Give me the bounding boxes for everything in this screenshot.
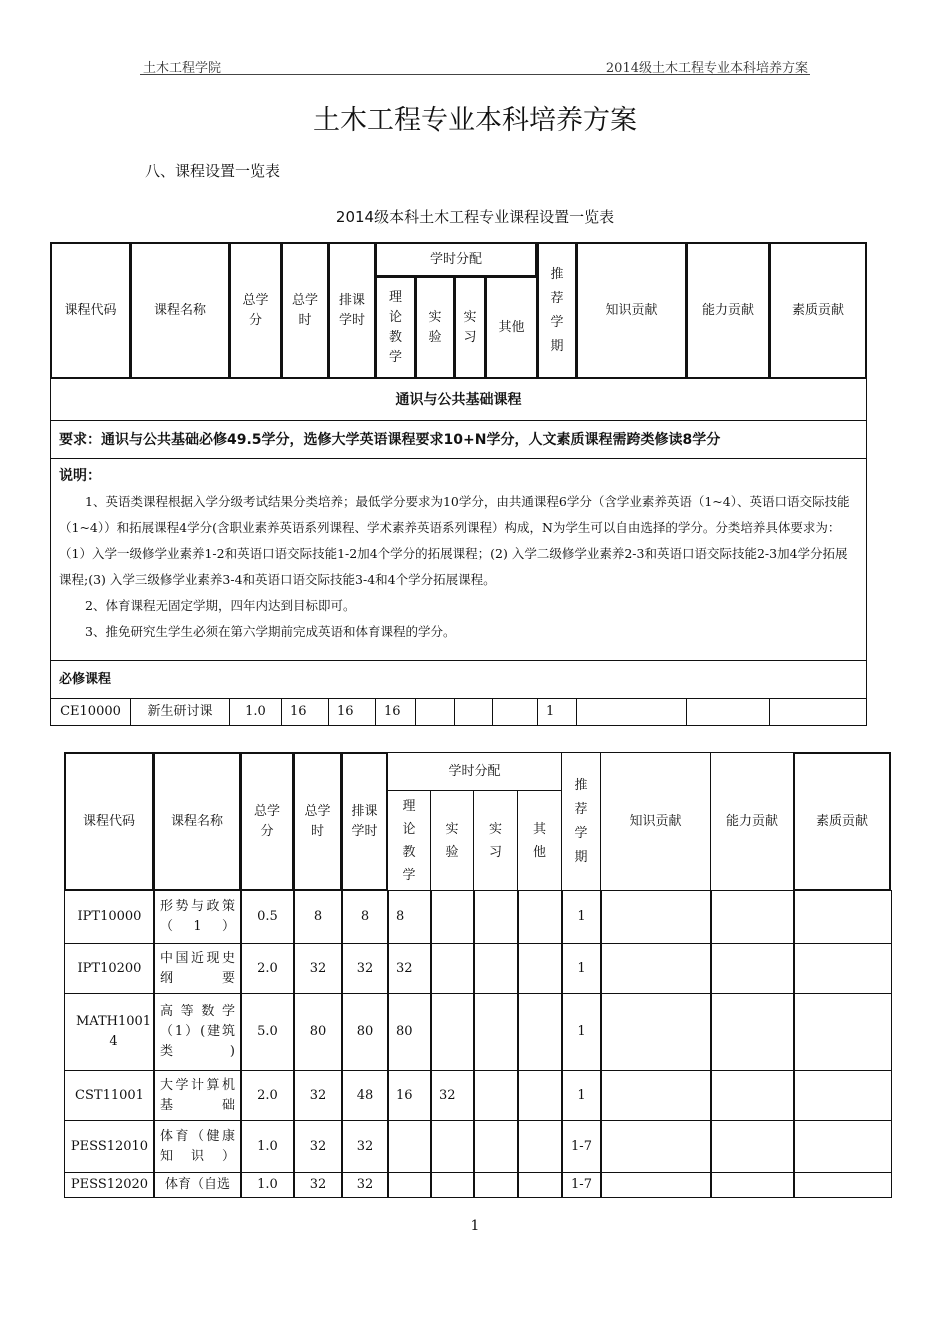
cell-quality: [793, 1070, 892, 1121]
col-header-scheduled-text: 排课学时: [338, 292, 365, 328]
col-header-code: 课程代码: [64, 752, 154, 891]
cell-lab: [430, 1172, 475, 1198]
cell-practice: [473, 993, 519, 1071]
col-header-lab-text: 实验: [428, 309, 442, 345]
cell-credits: 1.0: [240, 1120, 295, 1173]
cell-ability: [710, 1070, 795, 1121]
cell-name: 体育（健康知识）: [153, 1120, 242, 1173]
col-header-scheduled-text: 排课学时: [351, 803, 378, 839]
col-header-knowledge: 知识贡献: [600, 752, 711, 891]
cell-quality: [793, 993, 892, 1071]
cell-other: [517, 993, 563, 1071]
cell-lab: 32: [430, 1070, 475, 1121]
cell-other: [517, 1070, 563, 1121]
col-header-theory: [375, 276, 416, 379]
col-header-quality: 素质贡献: [793, 752, 891, 891]
col-header-theory-text: 理论教学: [402, 798, 416, 883]
cell-theory: 80: [387, 993, 432, 1071]
col-header-distribution: 学时分配: [387, 752, 562, 791]
col-header-practice: [473, 790, 518, 891]
cell-lab: [430, 943, 475, 994]
cell-semester: 1: [537, 698, 577, 726]
col-header-hours-text: 总学时: [304, 803, 331, 839]
cell-lab: [430, 890, 475, 944]
col-header-semester: [561, 752, 601, 891]
cell-theory: 8: [387, 890, 432, 944]
cell-quality: [793, 1172, 892, 1198]
cell-practice: [454, 698, 493, 726]
page-number: 1: [470, 1218, 480, 1234]
col-header-hours-text: 总学时: [291, 292, 318, 328]
cell-ability: [710, 1120, 795, 1173]
cell-scheduled: 80: [341, 993, 389, 1071]
cell-quality: [793, 890, 892, 944]
cell-name: 大学计算机基础: [153, 1070, 242, 1121]
cell-code: IPT10000: [64, 890, 155, 944]
col-header-theory: [387, 790, 431, 891]
col-header-other-text: 其他: [532, 821, 546, 860]
col-header-theory-text: 理论教学: [388, 289, 402, 365]
cell-knowledge: [600, 993, 712, 1071]
cell-credits: 5.0: [240, 993, 295, 1071]
note-item: 3、推免研究生学生必须在第六学期前完成英语和体育课程的学分。: [85, 624, 456, 639]
cell-scheduled: 48: [341, 1070, 389, 1121]
cell-scheduled: 32: [341, 943, 389, 994]
cell-credits: 1.0: [229, 698, 282, 726]
cell-knowledge: [576, 698, 687, 726]
col-header-semester-text: 推荐学期: [574, 777, 588, 865]
cell-other: [517, 1120, 563, 1173]
cell-code: CE10000: [50, 698, 131, 726]
cell-name: 形势与政策（1）: [153, 890, 242, 944]
col-header-lab-text: 实验: [445, 821, 459, 860]
cell-semester: 1: [561, 1070, 602, 1121]
cell-practice: [473, 943, 519, 994]
cell-knowledge: [600, 943, 712, 994]
required-courses-label: 必修课程: [50, 660, 867, 699]
col-header-credits: [229, 242, 282, 379]
col-header-ability: 能力贡献: [686, 242, 770, 379]
cell-quality: [793, 943, 892, 994]
col-header-credits-text: 总学分: [242, 292, 269, 328]
col-header-name: 课程名称: [153, 752, 241, 891]
cell-ability: [710, 1172, 795, 1198]
cell-quality: [769, 698, 867, 726]
cell-knowledge: [600, 1070, 712, 1121]
cell-other: [517, 943, 563, 994]
col-header-credits-text: 总学分: [253, 803, 280, 839]
cell-name: 中国近现史纲要: [153, 943, 242, 994]
col-header-lab: [415, 276, 455, 379]
cell-knowledge: [600, 1172, 712, 1198]
col-header-other: 其他: [485, 276, 538, 379]
cell-theory: [387, 1120, 432, 1173]
cell-hours: 80: [293, 993, 343, 1071]
cell-semester: 1: [561, 993, 602, 1071]
cell-lab: [415, 698, 455, 726]
cell-hours: 32: [293, 1120, 343, 1173]
col-header-quality: 素质贡献: [769, 242, 867, 379]
cell-theory: [387, 1172, 432, 1198]
cell-ability: [710, 993, 795, 1071]
requirement-row: 要求：通识与公共基础必修49.5学分，选修大学英语课程要求10+N学分，人文素质课程需跨类修读8学分: [50, 420, 867, 459]
cell-hours: 32: [293, 943, 343, 994]
running-header-right: 2014级土木工程专业本科培养方案: [605, 61, 808, 76]
notes-label: 说明：: [59, 468, 101, 484]
col-header-knowledge: 知识贡献: [576, 242, 687, 379]
cell-name: 体育（自选: [153, 1172, 242, 1198]
cell-credits: 2.0: [240, 1070, 295, 1121]
col-header-other: [517, 790, 562, 891]
col-header-credits: [240, 752, 294, 891]
cell-scheduled: 8: [341, 890, 389, 944]
section-heading: 八、课程设置一览表: [145, 162, 281, 180]
cell-semester: 1: [561, 890, 602, 944]
cell-knowledge: [600, 890, 712, 944]
col-header-code: 课程代码: [50, 242, 131, 379]
cell-practice: [473, 1172, 519, 1198]
cell-semester: 1-7: [561, 1120, 602, 1173]
category-row: 通识与公共基础课程: [50, 378, 867, 421]
running-header-left: 土木工程学院: [143, 61, 222, 76]
cell-quality: [793, 1120, 892, 1173]
cell-hours: 16: [281, 698, 329, 726]
col-header-practice-text: 实习: [488, 821, 502, 860]
document-title: 土木工程专业本科培养方案: [313, 105, 637, 136]
cell-name: 高等数学（1）(建筑类): [153, 993, 242, 1071]
cell-other: [492, 698, 538, 726]
cell-practice: [473, 1070, 519, 1121]
cell-scheduled: 16: [328, 698, 376, 726]
col-header-practice: [454, 276, 486, 379]
col-header-name: 课程名称: [130, 242, 230, 379]
cell-other: [517, 1172, 563, 1198]
col-header-ability: 能力贡献: [710, 752, 794, 891]
cell-hours: 8: [293, 890, 343, 944]
notes-block: [50, 458, 867, 661]
cell-ability: [710, 890, 795, 944]
col-header-semester: [537, 242, 577, 379]
table-title: 2014级本科土木工程专业课程设置一览表: [335, 208, 615, 226]
cell-scheduled: 32: [341, 1172, 389, 1198]
cell-other: [517, 890, 563, 944]
cell-lab: [430, 1120, 475, 1173]
col-header-scheduled: [341, 752, 388, 891]
cell-code: CST11001: [64, 1070, 155, 1121]
cell-knowledge: [600, 1120, 712, 1173]
cell-credits: 0.5: [240, 890, 295, 944]
cell-semester: 1: [561, 943, 602, 994]
cell-semester: 1-7: [561, 1172, 602, 1198]
cell-ability: [710, 943, 795, 994]
cell-theory: 16: [387, 1070, 432, 1121]
note-item: 1、英语类课程根据入学分级考试结果分类培养；最低学分要求为10学分，由共通课程6学分（含学业素养英语（1~4）、英语口语交际技能（1~4））和拓展课程4学分(含职业素养英语系列课程、学术素养英语系列课程）构成，N为学生可以自由选择的学分。分类培养具体要求为：（1）入学一级修学业素养1-2和英语口语交际技能1-2加4个学分的拓展课程；(2) 入学二级修学业素养2-3和英语口语交际技能2-3加4学分拓展课程;(3) 入学三级修学业素养3-4和英语口语交际技能3-4和4个学分拓展课程。: [59, 494, 850, 587]
cell-credits: 2.0: [240, 943, 295, 994]
cell-practice: [473, 1120, 519, 1173]
cell-code: MATH10014: [64, 993, 155, 1071]
cell-ability: [686, 698, 770, 726]
col-header-hours: [281, 242, 329, 379]
col-header-distribution: 学时分配: [375, 242, 537, 277]
cell-theory: 16: [375, 698, 416, 726]
cell-theory: 32: [387, 943, 432, 994]
cell-lab: [430, 993, 475, 1071]
col-header-scheduled: [328, 242, 376, 379]
header-rule: [140, 74, 810, 75]
cell-credits: 1.0: [240, 1172, 295, 1198]
note-item: 2、体育课程无固定学期，四年内达到目标即可。: [85, 598, 356, 613]
col-header-hours: [293, 752, 342, 891]
cell-name: 新生研讨课: [130, 698, 230, 726]
cell-hours: 32: [293, 1070, 343, 1121]
cell-practice: [473, 890, 519, 944]
col-header-semester-text: 推荐学期: [550, 266, 564, 354]
cell-code: PESS12020: [64, 1172, 155, 1198]
cell-code: PESS12010: [64, 1120, 155, 1173]
cell-hours: 32: [293, 1172, 343, 1198]
col-header-practice-text: 实习: [463, 309, 477, 345]
cell-scheduled: 32: [341, 1120, 389, 1173]
cell-code: IPT10200: [64, 943, 155, 994]
col-header-lab: [430, 790, 474, 891]
